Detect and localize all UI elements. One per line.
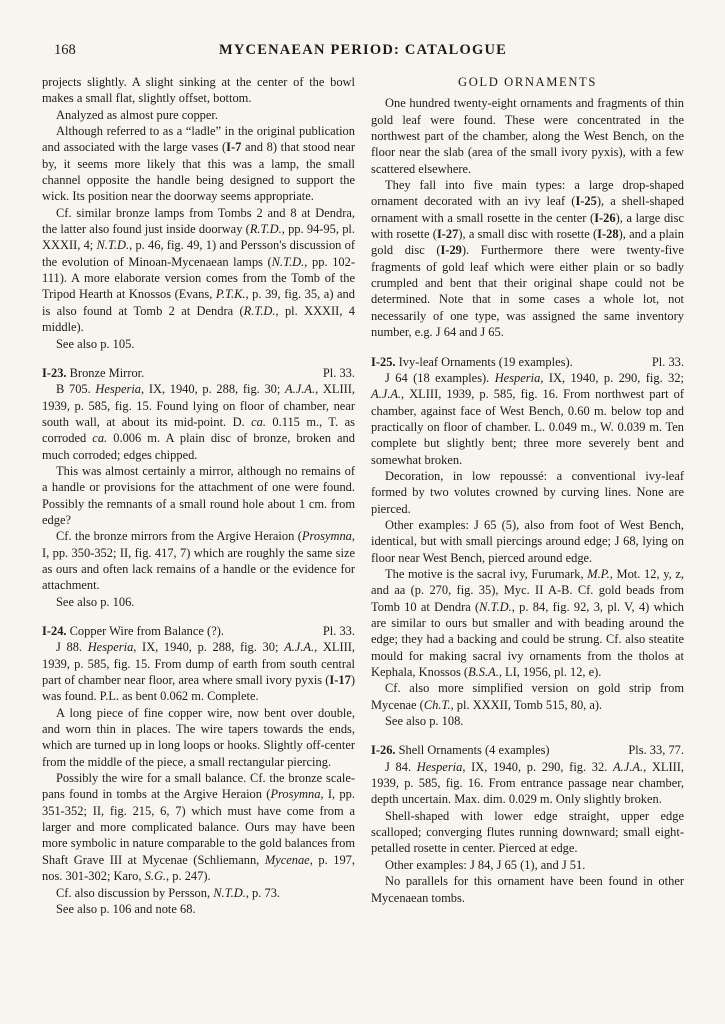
paragraph: The motive is the sacral ivy, Furumark, M.P., Mot. 12, y, z, and aa (p. 270, fig. 35), Myc. II A-B. Cf. gold beads from Tomb 10 at Dendra (N.T.D., p. 84, fig. 92, 3, pl. V, 4) which are similar to ours but smaller and with beading around the edge; they had a backing and could be strung. Cf. also steatite mould for making sacral ivy ornaments from the tholos at Kephala, Knossos (B.S.A., LI, 1956, pl. 12, e).	[371, 566, 684, 680]
italic-citation: N.T.D.	[271, 254, 305, 269]
entry-number: I-24.	[42, 624, 70, 638]
italic-citation: S.G.	[144, 869, 167, 884]
entry-number: I-23.	[42, 365, 70, 380]
italic-citation: A.J.A.	[613, 759, 644, 774]
paragraph: Shell-shaped with lower edge straight, upper edge scalloped; converging flutes running downward; small eight-petalled rosette in center. Pierced at edge.	[371, 808, 684, 856]
paragraph: J 84. Hesperia, IX, 1940, p. 290, fig. 32. A.J.A., XLIII, 1939, p. 585, fig. 16. From entrance passage near chamber, depth uncertain. Max. dim. 0.029 m. Only slightly broken.	[371, 759, 684, 807]
paragraph: Other examples: J 65 (5), also from foot of West Bench, identical, but with small piercings around edge; J 68, lying on floor near West Bench, pierced around edge.	[371, 517, 684, 565]
entry-title: I-24. Copper Wire from Balance (?).	[42, 624, 224, 638]
italic-citation: A.J.A.	[284, 640, 315, 655]
italic-citation: R.T.D.	[249, 222, 282, 237]
catalogue-entry-heading	[42, 365, 355, 381]
entry-title: I-26. Shell Ornaments (4 examples)	[371, 743, 550, 758]
plate-reference: Pl. 33.	[651, 354, 684, 369]
paragraph: Analyzed as almost pure copper.	[56, 107, 218, 122]
italic-citation: R.T.D.	[243, 303, 276, 318]
plate-reference: Pls. 33, 77.	[628, 743, 684, 758]
page-number: 168	[54, 42, 76, 58]
italic-citation: B.S.A.	[468, 665, 499, 680]
catalogue-entry-heading	[371, 354, 684, 370]
paragraph: See also p. 105.	[56, 336, 135, 351]
paragraph: Decoration, in low repoussé: a conventional ivy-leaf formed by two volutes crowned by curving lines. None are pierced.	[371, 468, 684, 516]
italic-citation: A.J.A.	[285, 382, 316, 397]
italic-citation: ca.	[251, 414, 266, 429]
catalogue-cross-reference: I-28	[597, 227, 619, 242]
text-columns	[42, 74, 684, 917]
italic-citation: N.T.D.	[479, 599, 512, 614]
right-column	[371, 74, 684, 917]
catalogue-cross-reference: I-25	[575, 194, 597, 209]
paragraph: This was almost certainly a mirror, although no remains of a handle or provisions for the attachment of one were found. Possibly the remnants of a small round hole about 1 cm. from edge?	[42, 463, 355, 527]
italic-citation: Prosymna	[301, 529, 352, 544]
paragraph: Other examples: J 84, J 65 (1), and J 51.	[385, 857, 586, 872]
left-column	[42, 74, 355, 917]
paragraph: Cf. similar bronze lamps from Tombs 2 and 8 at Dendra, the latter also found just inside doorway (R.T.D., pp. 94-95, pl. XXXII, 4; N.T.D., p. 46, fig. 49, 1) and Persson's discussion of the evolution of Minoan-Mycenaean lamps (N.T.D., pp. 102-111). A more elaborate version comes from the Tomb of the Tripod Hearth at Knossos (Evans, P.T.K., p. 39, fig. 35, a) and is also found at Tomb 2 at Dendra (R.T.D., pl. XXXII, 4 middle).	[42, 205, 355, 335]
italic-citation: Hesperia	[95, 382, 142, 397]
catalogue-cross-reference: I-29	[440, 243, 462, 258]
italic-citation: Mycenae	[264, 852, 310, 867]
paragraph: Although referred to as a “ladle” in the original publication and associated with the large vases (I-7 and 8) that stood near by, it seems more likely that this was a lamp, the small channel opposite the handle being designed to support the wick. Its position near the doorway seems appropriate.	[42, 124, 356, 204]
paragraph: J 88. Hesperia, IX, 1940, p. 288, fig. 30; A.J.A., XLIII, 1939, p. 585, fig. 15. From dump of earth from south central part of chamber near floor, area where small ivory pyxis (I-17) was found. P.L. as bent 0.062 m. Complete.	[42, 640, 355, 704]
catalogue-entry-heading	[371, 742, 684, 758]
italic-citation: ca.	[92, 431, 108, 446]
paragraph: See also p. 106 and note 68.	[56, 901, 196, 916]
paragraph: projects slightly. A slight sinking at the center of the bowl makes a small flat, slightly offset, bottom.	[42, 75, 355, 106]
paragraph: Cf. the bronze mirrors from the Argive Heraion (Prosymna, I, pp. 350-352; II, fig. 417, 7) which are roughly the same size as ours and often lack remains of a handle or the evidence for attachment.	[42, 529, 355, 593]
paragraph: They fall into five main types: a large drop-shaped ornament decorated with an ivy leaf (I-25), a shell-shaped ornament with a small rosette in the center (I-26), a large disc with rosette (I-27), a small disc with rosette (I-28), and a plain gold disc (I-29). Furthermore there were twenty-five fragments of gold leaf which were either plain or so badly crumpled and bent that their original shape could not be determined. Note that in some cases a whole lot, not necessarily of one type, was assigned the same inventory number, e.g. J 64 and J 65.	[371, 178, 684, 340]
paragraph: One hundred twenty-eight ornaments and fragments of thin gold leaf were found. These were concentrated in the northwest part of the chamber, along the West Bench, on the floor near the slab (area of the small ivory pyxis), with a few scattered elsewhere.	[371, 96, 684, 176]
paragraph: Cf. also discussion by Persson, N.T.D., p. 73.	[56, 885, 281, 900]
italic-citation: A.J.A.	[371, 387, 402, 402]
section-heading: GOLD ORNAMENTS	[458, 75, 597, 89]
italic-citation: Prosymna	[270, 787, 321, 802]
italic-citation: M.P.	[587, 566, 610, 581]
catalogue-cross-reference: I-17	[329, 673, 351, 688]
entry-number: I-25.	[371, 354, 399, 369]
plate-reference: Pl. 33.	[322, 365, 355, 380]
paragraph: See also p. 106.	[56, 594, 135, 609]
entry-title: I-23. Bronze Mirror.	[42, 365, 145, 380]
page-title: MYCENAEAN PERIOD: CATALOGUE	[218, 42, 508, 58]
paragraph: Possibly the wire for a small balance. Cf. the bronze scale-pans found in tombs at the Argive Heraion (Prosymna, I, pp. 351-352; II, fig. 215, 6, 7) which must have come from a larger and more complicated balance. Ours may have been more symbolic in nature comparable to the gold balances from Shaft Grave III at Mycenae (Schliemann, Mycenae, p. 197, nos. 301-302; Karo, S.G., p. 247).	[42, 771, 355, 884]
paragraph: B 705. Hesperia, IX, 1940, p. 288, fig. 30; A.J.A., XLIII, 1939, p. 585, fig. 15. Found lying on floor of chamber, near south wall, at about its mid-point. D. ca. 0.115 m., T. as corroded ca. 0.006 m. A plain disc of bronze, broken and much corroded; edges chipped.	[42, 382, 355, 462]
paragraph: Cf. also more simplified version on gold strip from Mycenae (Ch.T., pl. XXXII, Tomb 515, 80, a).	[371, 681, 684, 712]
italic-citation: Hesperia	[87, 640, 134, 655]
entry-number: I-26.	[371, 743, 399, 758]
italic-citation: P.T.K.	[215, 287, 246, 302]
italic-citation: Hesperia	[494, 370, 541, 385]
paragraph: See also p. 108.	[385, 714, 464, 729]
italic-citation: N.T.D.	[213, 885, 246, 900]
paragraph: No parallels for this ornament have been found in other Mycenaean tombs.	[371, 874, 684, 905]
paragraph: J 64 (18 examples). Hesperia, IX, 1940, p. 290, fig. 32; A.J.A., XLIII, 1939, p. 585, fig. 16. From northwest part of chamber, against face of West Bench, 0.60 m. below top and practically on floor of chamber. L. 0.049 m., W. 0.039 m. Ten complete but slightly bent; three more severely bent and somewhat broken.	[371, 370, 684, 467]
paragraph: A long piece of fine copper wire, now bent over double, and worn thin in places. The wire tapers towards the ends, which are turned up in long loops or hooks. Slightly off-center from the middle of the piece, a small rectangular piercing.	[42, 705, 355, 769]
italic-citation: Ch.T.	[423, 697, 451, 712]
entry-title: I-25. Ivy-leaf Ornaments (19 examples).	[371, 354, 573, 369]
italic-citation: N.T.D.	[96, 238, 130, 253]
catalogue-cross-reference: I-7	[226, 140, 242, 155]
plate-reference: Pl. 33.	[322, 624, 355, 638]
italic-citation: Hesperia	[416, 759, 463, 774]
page-header	[42, 42, 684, 64]
catalogue-cross-reference: I-27	[436, 227, 459, 242]
catalogue-cross-reference: I-26	[594, 210, 616, 225]
catalogue-entry-heading	[42, 623, 355, 639]
